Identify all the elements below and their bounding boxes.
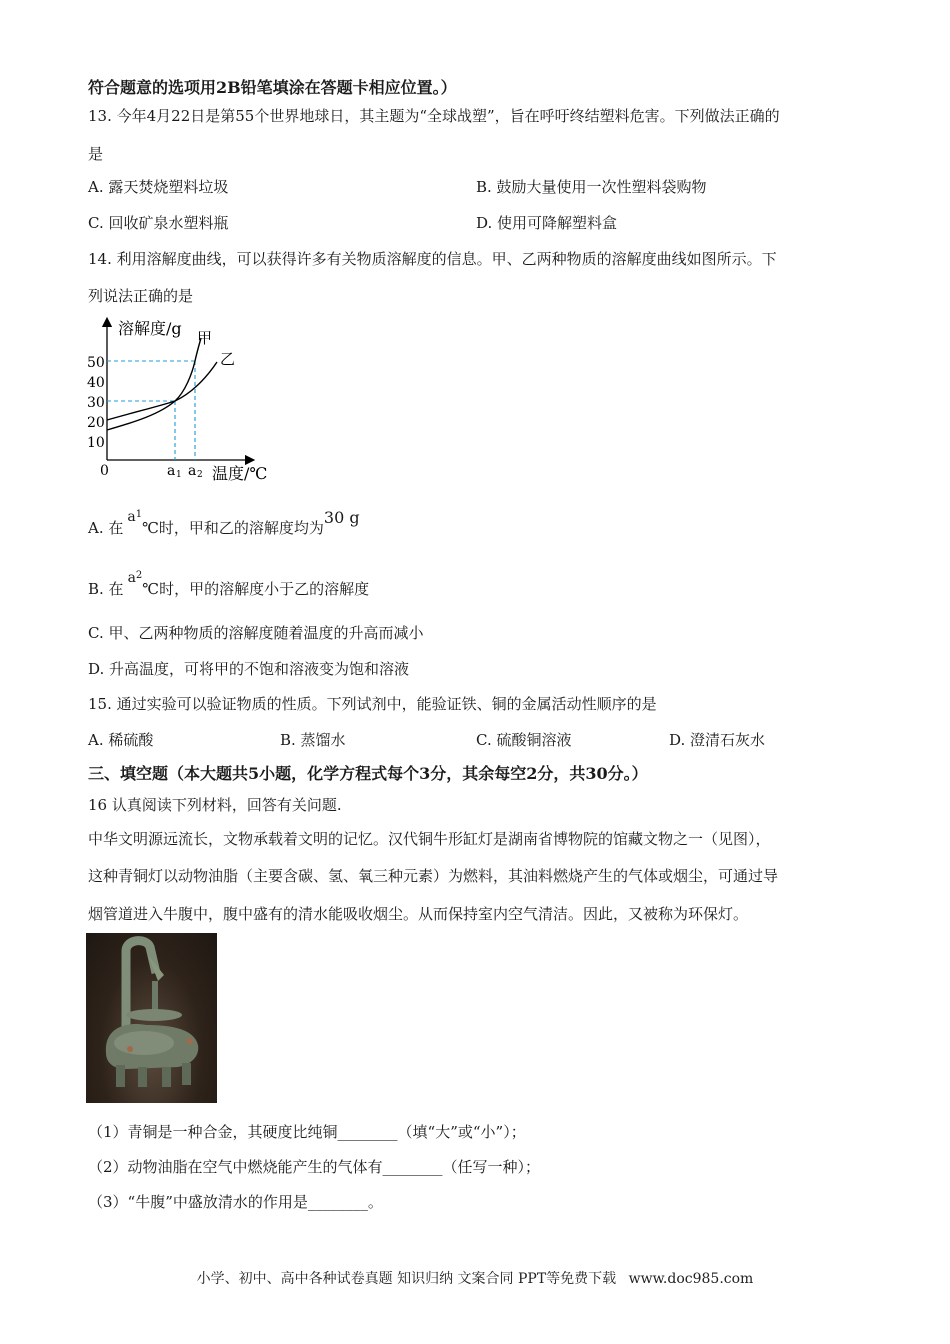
x-tick-a1-sub: 1 (176, 470, 182, 480)
x-tick-a1: a (167, 463, 176, 479)
y-tick-20: 20 (87, 415, 105, 431)
q14-option-a: A. 在$a^1℃$时，甲和乙的溶解度均为30 g (88, 508, 360, 537)
q14-option-c: C. 甲、乙两种物质的溶解度随着温度的升高而减小 (88, 624, 424, 642)
q14-option-b: B. 在$a^2℃$时，甲的溶解度小于乙的溶解度 (88, 570, 370, 598)
q16-intro: 16 认真阅读下列材料，回答有关问题. (88, 796, 342, 814)
curve-yi-label: 乙 (220, 350, 236, 368)
page-footer (0, 1268, 950, 1288)
q13-option-c: C. 回收矿泉水塑料瓶 (88, 214, 229, 232)
x-tick-a2: a (188, 463, 197, 479)
q14-option-d: D. 升高温度，可将甲的不饱和溶液变为饱和溶液 (88, 660, 410, 678)
y-tick-40: 40 (87, 375, 105, 391)
q13-option-a: A. 露天焚烧塑料垃圾 (88, 178, 229, 196)
curve-yi (107, 362, 217, 420)
y-tick-30: 30 (87, 395, 105, 411)
q15-option-b: B. 蒸馏水 (280, 731, 346, 749)
guide-lines (107, 361, 195, 460)
section3-title: 三、填空题（本大题共5小题，化学方程式每个3分，其余每空2分，共30分。） (88, 764, 648, 783)
footer-site-link[interactable]: www.doc985.com (628, 1271, 754, 1287)
q13-stem-line2: 是 (88, 145, 104, 163)
q16-sub3: （3）“牛腹”中盛放清水的作用是________。 (88, 1193, 383, 1211)
q16-sub1: （1）青铜是一种合金，其硬度比纯铜________（填“大”或“小”）； (88, 1123, 526, 1141)
q15-stem: 15. 通过实验可以验证物质的性质。下列试剂中，能验证铁、铜的金属活动性顺序的是 (88, 695, 657, 713)
footer-text: 小学、初中、高中各种试卷真题 知识归纳 文案合同 PPT等免费下载 (196, 1271, 617, 1287)
q13-option-b: B. 鼓励大量使用一次性塑料袋购物 (476, 178, 707, 196)
x-axis-label: 温度/℃ (212, 464, 268, 483)
bronze-ox-lamp-illustration (86, 933, 217, 1103)
q16-paragraph-line2: 这种青铜灯以动物油脂（主要含碳、氢、氧三种元素）为燃料，其油料燃烧产生的气体或烟尘，可通过导 (88, 867, 779, 885)
y-tick-10: 10 (87, 435, 105, 451)
q16-sub2: （2）动物油脂在空气中燃烧能产生的气体有________（任写一种）； (88, 1158, 541, 1176)
y-axis-label: 溶解度/g (118, 319, 182, 338)
q16-paragraph-line3: 烟管道进入牛腹中，腹中盛有的清水能吸收烟尘。从而保持室内空气清洁。因此，又被称为环保灯。 (88, 905, 749, 923)
q13-stem-line1: 13. 今年4月22日是第55个世界地球日，其主题为“全球战塑”，旨在呼吁终结塑料危害。下列做法正确的 (88, 107, 780, 125)
q15-option-c: C. 硫酸铜溶液 (476, 731, 572, 749)
q14-stem-line2: 列说法正确的是 (88, 287, 194, 305)
header-instruction: 符合题意的选项用2B铅笔填涂在答题卡相应位置。） (88, 78, 457, 97)
y-tick-50: 50 (87, 355, 105, 371)
solubility-curve-graph (80, 312, 290, 492)
q15-option-d: D. 澄清石灰水 (669, 731, 766, 749)
bronze-ox-lamp-photo (86, 933, 217, 1103)
q14-stem-line1: 14. 利用溶解度曲线，可以获得许多有关物质溶解度的信息。甲、乙两种物质的溶解度曲线如图所示。下 (88, 250, 777, 268)
x-tick-a2-sub: 2 (197, 470, 203, 480)
q13-option-d: D. 使用可降解塑料盒 (476, 214, 618, 232)
curve-jia-label: 甲 (197, 329, 213, 347)
q15-option-a: A. 稀硫酸 (88, 731, 154, 749)
origin-label: 0 (100, 463, 109, 479)
q16-paragraph-line1: 中华文明源远流长，文物承载着文明的记忆。汉代铜牛形缸灯是湖南省博物院的馆藏文物之一（见图）， (88, 830, 771, 848)
